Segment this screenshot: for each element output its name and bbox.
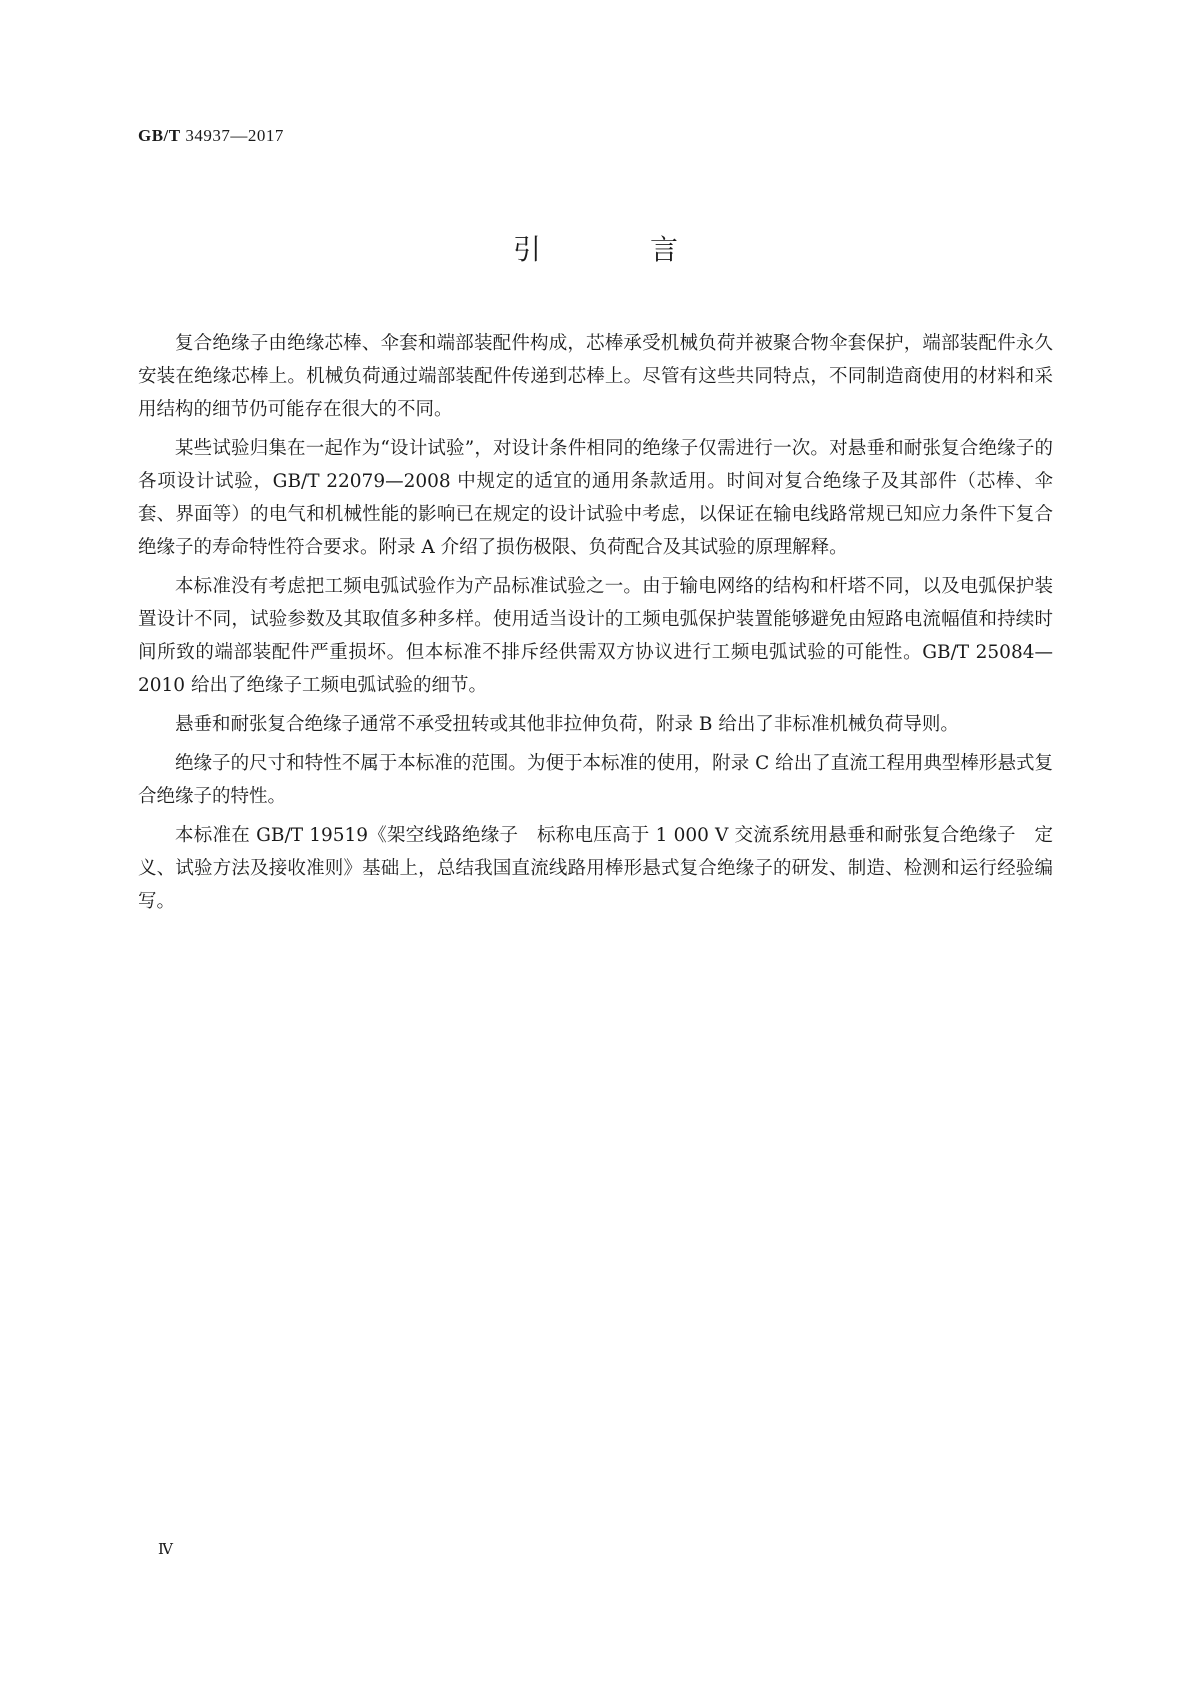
page-number: Ⅳ	[158, 1542, 173, 1558]
paragraph-1: 复合绝缘子由绝缘芯棒、伞套和端部装配件构成，芯棒承受机械负荷并被聚合物伞套保护，端部装配件永久安装在绝缘芯棒上。机械负荷通过端部装配件传递到芯棒上。尽管有这些共同特点，不同制造商使用的材料和采用结构的细节仍可能存在很大的不同。	[138, 333, 1053, 420]
standard-code-number: 34937—2017	[185, 126, 284, 145]
paragraph-2: 某些试验归集在一起作为“设计试验”，对设计条件相同的绝缘子仅需进行一次。对悬垂和耐张复合绝缘子的各项设计试验，GB/T 22079—2008 中规定的适宜的通用条款适用。时间对复合绝缘子及其部件（芯棒、伞套、界面等）的电气和机械性能的影响已在规定的设计试验中考虑，以保证在输电线路常规已知应力条件下复合绝缘子的寿命特性符合要求。附录 A 介绍了损伤极限、负荷配合及其试验的原理解释。	[138, 438, 1053, 558]
introduction-body	[138, 327, 1053, 924]
paragraph-6: 本标准在 GB/T 19519《架空线路绝缘子 标称电压高于 1 000 V 交流系统用悬垂和耐张复合绝缘子 定义、试验方法及接收准则》基础上，总结我国直流线路用棒形悬式复合绝缘子的研发、制造、检测和运行经验编写。	[138, 825, 1053, 912]
paragraph-5: 绝缘子的尺寸和特性不属于本标准的范围。为便于本标准的使用，附录 C 给出了直流工程用典型棒形悬式复合绝缘子的特性。	[138, 753, 1053, 807]
standard-code-prefix: GB/T	[138, 126, 181, 145]
paragraph-3: 本标准没有考虑把工频电弧试验作为产品标准试验之一。由于输电网络的结构和杆塔不同，以及电弧保护装置设计不同，试验参数及其取值多种多样。使用适当设计的工频电弧保护装置能够避免由短路电流幅值和持续时间所致的端部装配件严重损坏。但本标准不排斥经供需双方协议进行工频电弧试验的可能性。GB/T 25084—2010 给出了绝缘子工频电弧试验的细节。	[138, 576, 1053, 696]
page-title: 引 言	[513, 233, 728, 266]
standard-code	[138, 126, 284, 146]
paragraph-4: 悬垂和耐张复合绝缘子通常不承受扭转或其他非拉伸负荷，附录 B 给出了非标准机械负荷导则。	[175, 714, 959, 735]
